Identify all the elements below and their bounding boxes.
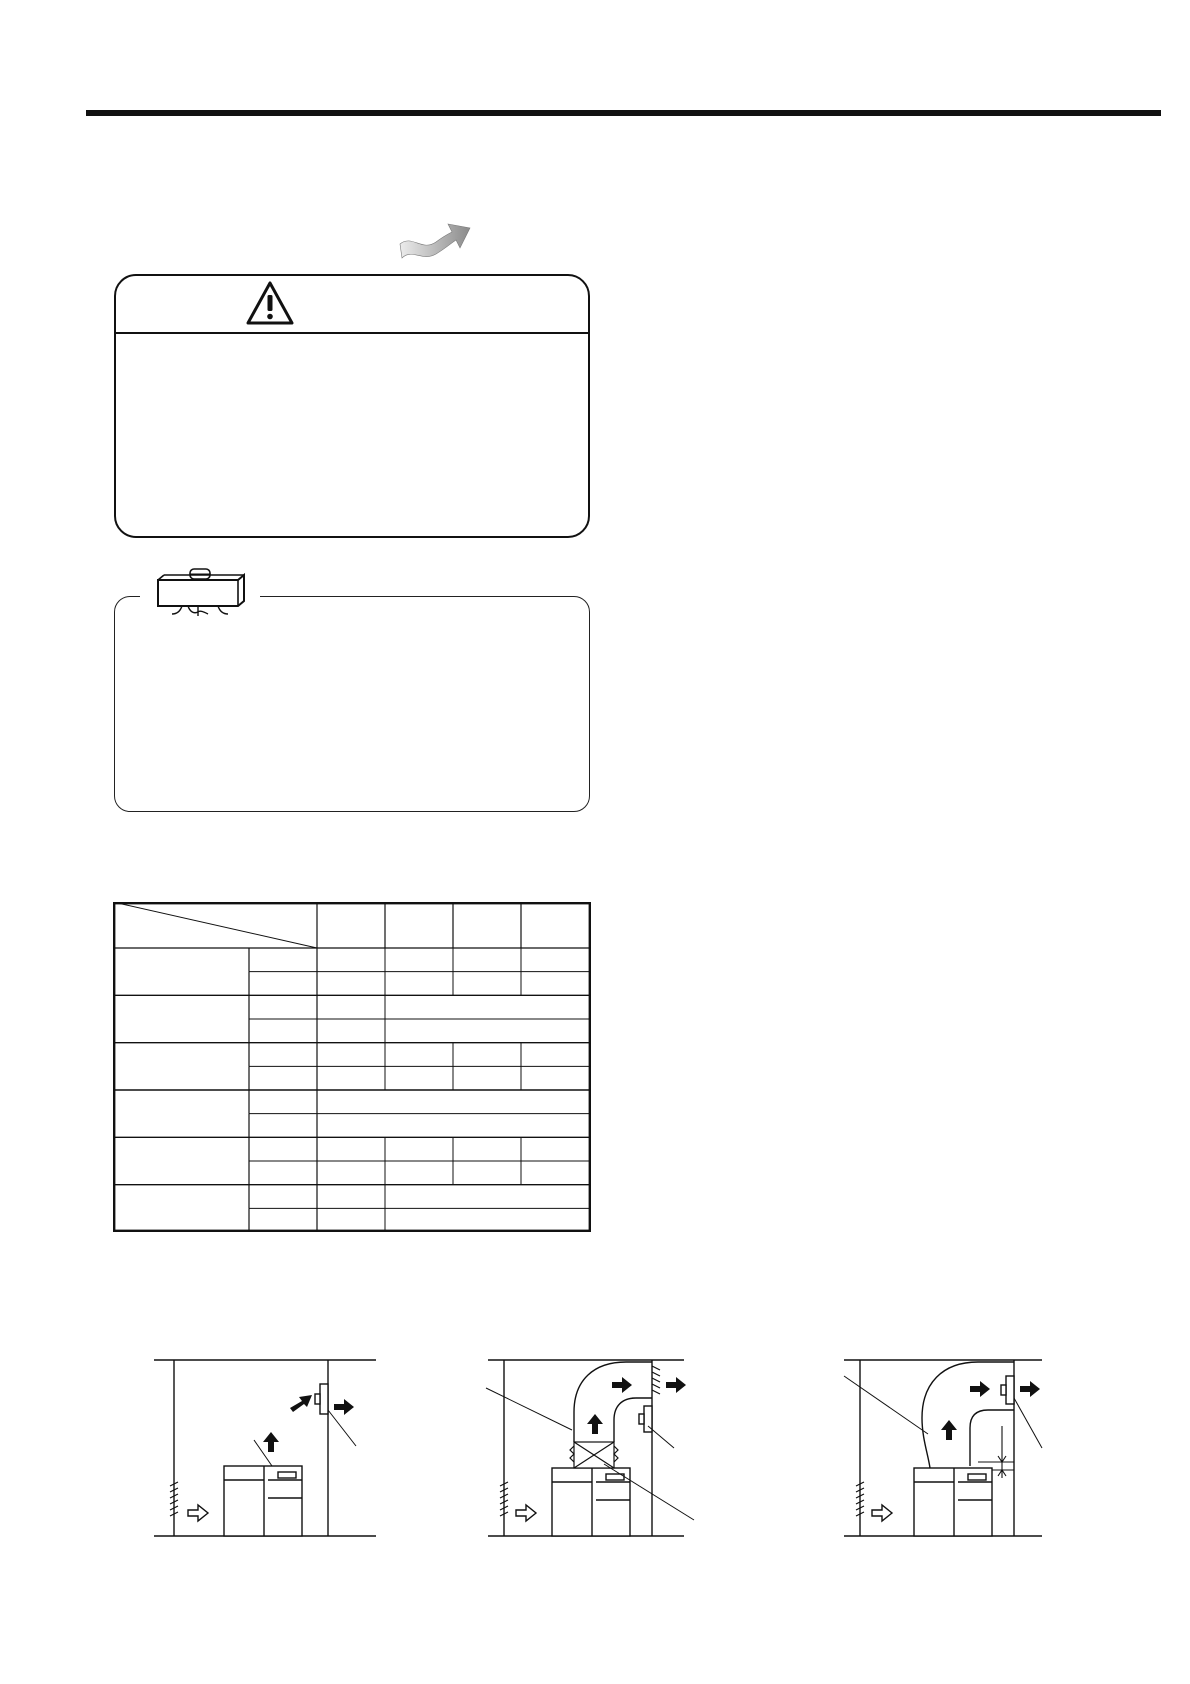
spec-table <box>113 902 591 1232</box>
wall-vent-icon <box>652 1366 660 1394</box>
upward-arrow-icon <box>587 1414 603 1434</box>
note-box <box>114 596 590 812</box>
duct-flow-arrow-icon <box>612 1377 632 1393</box>
printer-unit-icon <box>914 1468 992 1536</box>
exhaust-fan-icon <box>1001 1376 1014 1404</box>
printer-unit-icon <box>224 1466 302 1536</box>
hood-icon <box>922 1362 1014 1468</box>
warning-box <box>114 274 590 538</box>
warning-header <box>116 276 588 334</box>
upward-arrow-icon <box>941 1420 957 1440</box>
exhaust-arrow-icon <box>334 1399 354 1415</box>
exhaust-arrow-icon <box>1020 1381 1040 1397</box>
header-diagonal <box>113 902 317 948</box>
printer-unit-icon <box>552 1468 630 1536</box>
diagonal-arrow-icon <box>290 1395 312 1412</box>
intake-arrow-icon <box>188 1505 208 1521</box>
exhaust-fan-icon <box>315 1384 328 1414</box>
duct-icon <box>574 1362 652 1442</box>
installation-ducted-exhaust-diagram <box>484 1358 704 1538</box>
exhaust-arrow-icon <box>666 1377 686 1393</box>
installation-open-exhaust-diagram <box>150 1358 380 1538</box>
table-border <box>114 903 590 1231</box>
note-tag-icon <box>152 568 248 624</box>
continue-arrow-icon <box>398 218 472 262</box>
intake-arrow-icon <box>872 1505 892 1521</box>
damper-icon <box>570 1442 618 1468</box>
section-divider <box>86 110 1161 116</box>
installation-hood-exhaust-diagram <box>842 1358 1052 1538</box>
upward-arrow-icon <box>263 1432 279 1452</box>
warning-triangle-icon <box>246 280 294 326</box>
duct-flow-arrow-icon <box>970 1381 990 1397</box>
intake-arrow-icon <box>516 1505 536 1521</box>
